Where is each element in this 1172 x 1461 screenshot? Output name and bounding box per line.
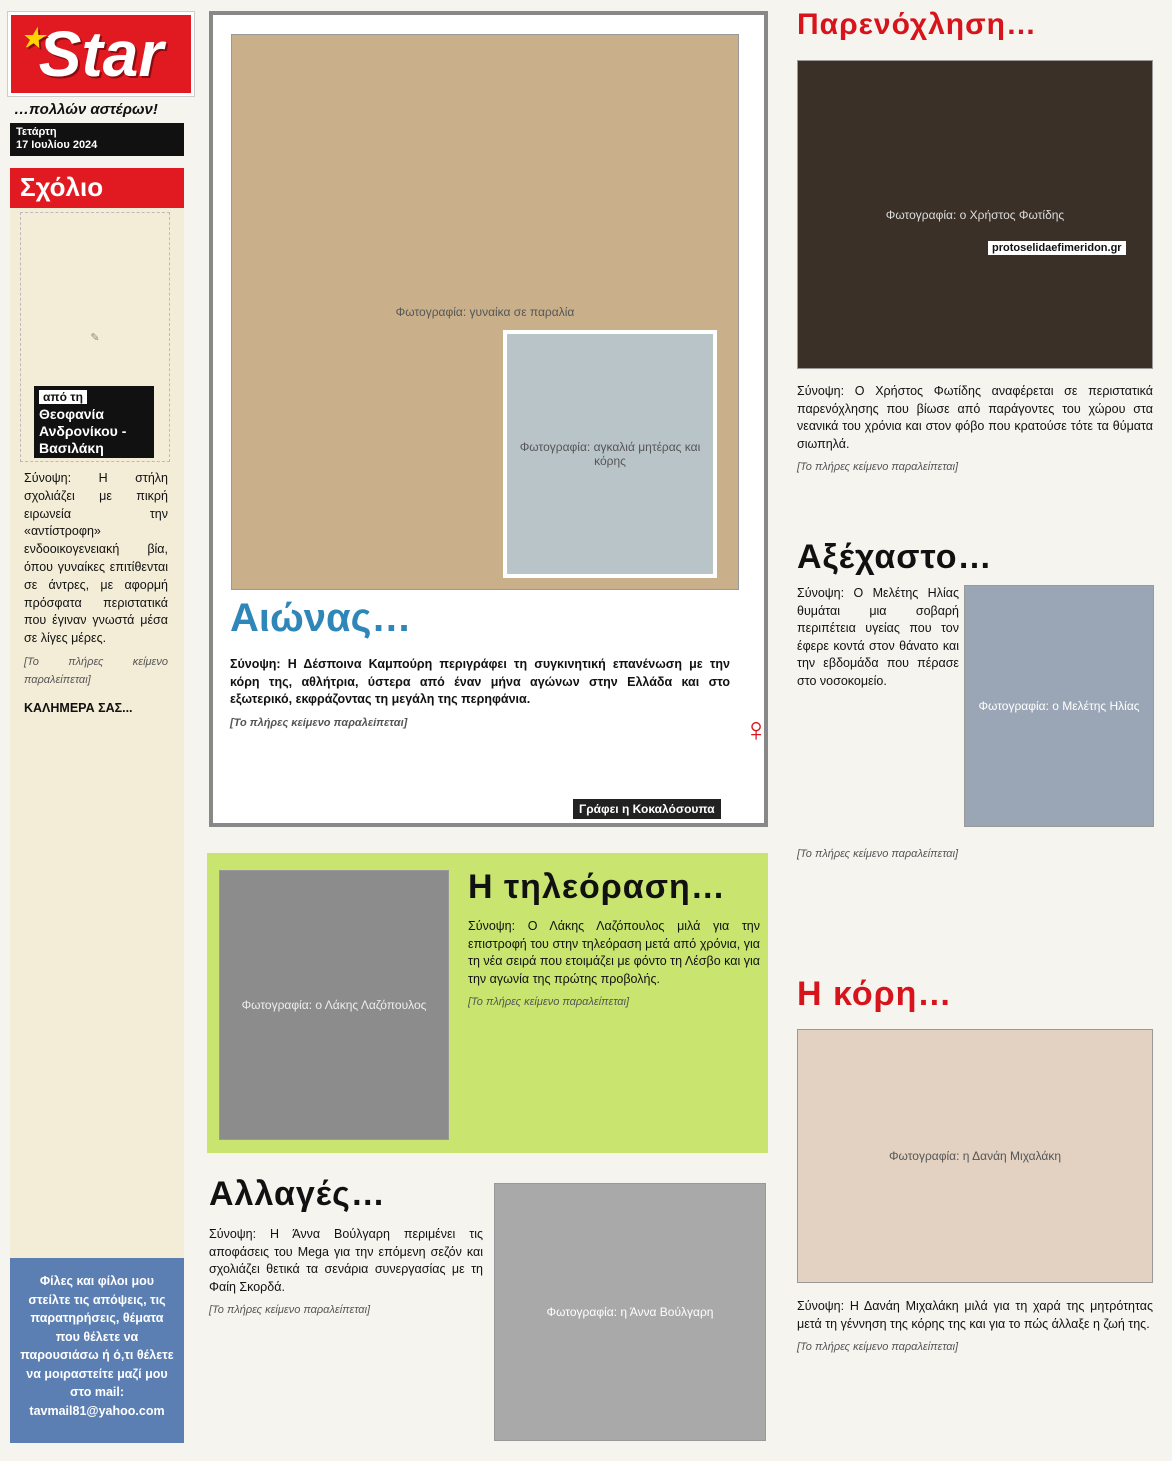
daughter-story-photo: Φωτογραφία: η Δανάη Μιχαλάκη [797,1029,1153,1283]
main-story-inset-photo: Φωτογραφία: αγκαλιά μητέρας και κόρης [503,330,717,578]
unforgettable-story-title: Αξέχαστο… [797,538,993,576]
daughter-story-title: Η κόρη… [797,975,953,1013]
contact-email-link[interactable]: tavmail81@yahoo.com [29,1403,165,1418]
harassment-story-summary: Σύνοψη: Ο Χρήστος Φωτίδης αναφέρεται σε περιστατικά παρενόχλησης που βίωσε από παράγοντες του χώρου στα νεανικά του χρόνια και στον φόβο που κρατούσε τότε τα θύματα σιωπηλά. [797,384,1153,451]
tv-story-body [468,918,760,1012]
star-logo [8,12,194,96]
harassment-story-photo: Φωτογραφία: ο Χρήστος Φωτίδης [797,60,1153,369]
main-story-summary: Σύνοψη: Η Δέσποινα Καμπούρη περιγράφει τη συγκινητική επανένωση με την κόρη της, αθλήτρια, ύστερα από έναν μήνα αγώνων στην Ελλάδα και στο εξωτερικό, εκφράζοντας τη μεγάλη της περηφάνια. [230,657,730,706]
changes-story-body [209,1226,483,1320]
contact-text: Φίλες και φίλοι μου στείλτε τις απόψεις, τις παρατηρήσεις, θέματα που θέλετε να παρουσιάσω ή ό,τι θέλετε να μοιραστείτε μαζί μου στο mail: [20,1274,174,1399]
tagline: …πολλών αστέρων! [14,101,158,118]
sidebar-summary: Σύνοψη: Η στήλη σχολιάζει με πικρή ειρωνεία την «αντίστροφη» ενδοοικογενειακή βία, όπου γυναίκες επιτίθενται σε άντρες, με αφορμή πρόσφατα περιστατικά που έγιναν γνωστά μέσα σε λίγες μέρες. [24,471,168,646]
sidebar-closing: ΚΑΛΗΜΕΡΑ ΣΑΣ... [24,700,133,715]
unforgettable-story-note: [Το πλήρες κείμενο παραλείπεται] [797,848,959,860]
tv-story-photo: Φωτογραφία: ο Λάκης Λαζόπουλος [219,870,449,1140]
columnist-figure-icon: ♀ [743,710,769,749]
tv-story-note: [Το πλήρες κείμενο παραλείπεται] [468,996,630,1008]
sidebar-section-title: Σχόλιο [10,168,184,208]
byline-prefix: από τη [39,390,87,404]
date-box [10,123,184,156]
contact-box [10,1258,184,1443]
star-icon: ★ [21,23,45,53]
harassment-story-title: Παρενόχληση… [797,8,1037,41]
unforgettable-story-body [797,585,959,690]
date-full: 17 Ιουλίου 2024 [16,139,98,151]
changes-story-title: Αλλαγές… [209,1175,386,1213]
main-story-photo: Φωτογραφία: γυναίκα σε παραλία [231,34,739,590]
daughter-story-note: [Το πλήρες κείμενο παραλείπεται] [797,1341,959,1353]
columnist-label: Γράφει η Κοκαλόσουπα [573,799,721,819]
changes-story-note: [Το πλήρες κείμενο παραλείπεται] [209,1304,371,1316]
tv-story-title: Η τηλεόραση… [468,868,726,906]
harassment-story-note: [Το πλήρες κείμενο παραλείπεται] [797,461,959,473]
sidebar-note: [Το πλήρες κείμενο παραλείπεται] [24,655,168,686]
sketch-illustration: ✎ [20,212,170,462]
daughter-story-summary: Σύνοψη: Η Δανάη Μιχαλάκη μιλά για τη χαρά της μητρότητας μετά τη γέννηση της κόρης της και για το πώς άλλαξε η ζωή της. [797,1299,1153,1331]
date-day: Τετάρτη [16,126,57,138]
sidebar-byline [34,386,154,458]
changes-story-photo: Φωτογραφία: η Άννα Βούλγαρη [494,1183,766,1441]
byline-name: Θεοφανία Ανδρονίκου - Βασιλάκη [39,406,127,456]
logo-text: Star [38,18,164,90]
watermark-label: protoselidaefimeridon.gr [988,241,1126,255]
sidebar-article [24,470,168,717]
unforgettable-story-photo: Φωτογραφία: ο Μελέτης Ηλίας [964,585,1154,827]
main-story-body [230,656,730,732]
daughter-story-body [797,1298,1153,1357]
changes-story-summary: Σύνοψη: Η Άννα Βούλγαρη περιμένει τις αποφάσεις του Mega για την επόμενη σεζόν και σχολιάζει θετικά τα σενάρια συνεργασίας με τη Φαίη Σκορδά. [209,1227,483,1294]
tv-story-summary: Σύνοψη: Ο Λάκης Λαζόπουλος μιλά για την επιστροφή του στην τηλεόραση μετά από χρόνια, για τη νέα σειρά που ετοιμάζει με φόντο τη Λέσβο και για την αγωνία της πρώτης προβολής. [468,919,760,986]
harassment-story-body [797,383,1153,477]
unforgettable-story-continued [797,840,1153,864]
unforgettable-story-summary: Σύνοψη: Ο Μελέτης Ηλίας θυμάται μια σοβαρή περιπέτεια υγείας που τον έφερε κοντά στον θάνατο και την εβδομάδα που πέρασε στο νοσοκομείο. [797,586,959,688]
main-story-note: [Το πλήρες κείμενο παραλείπεται] [230,716,408,729]
main-story-title: Αιώνας… [230,596,412,640]
